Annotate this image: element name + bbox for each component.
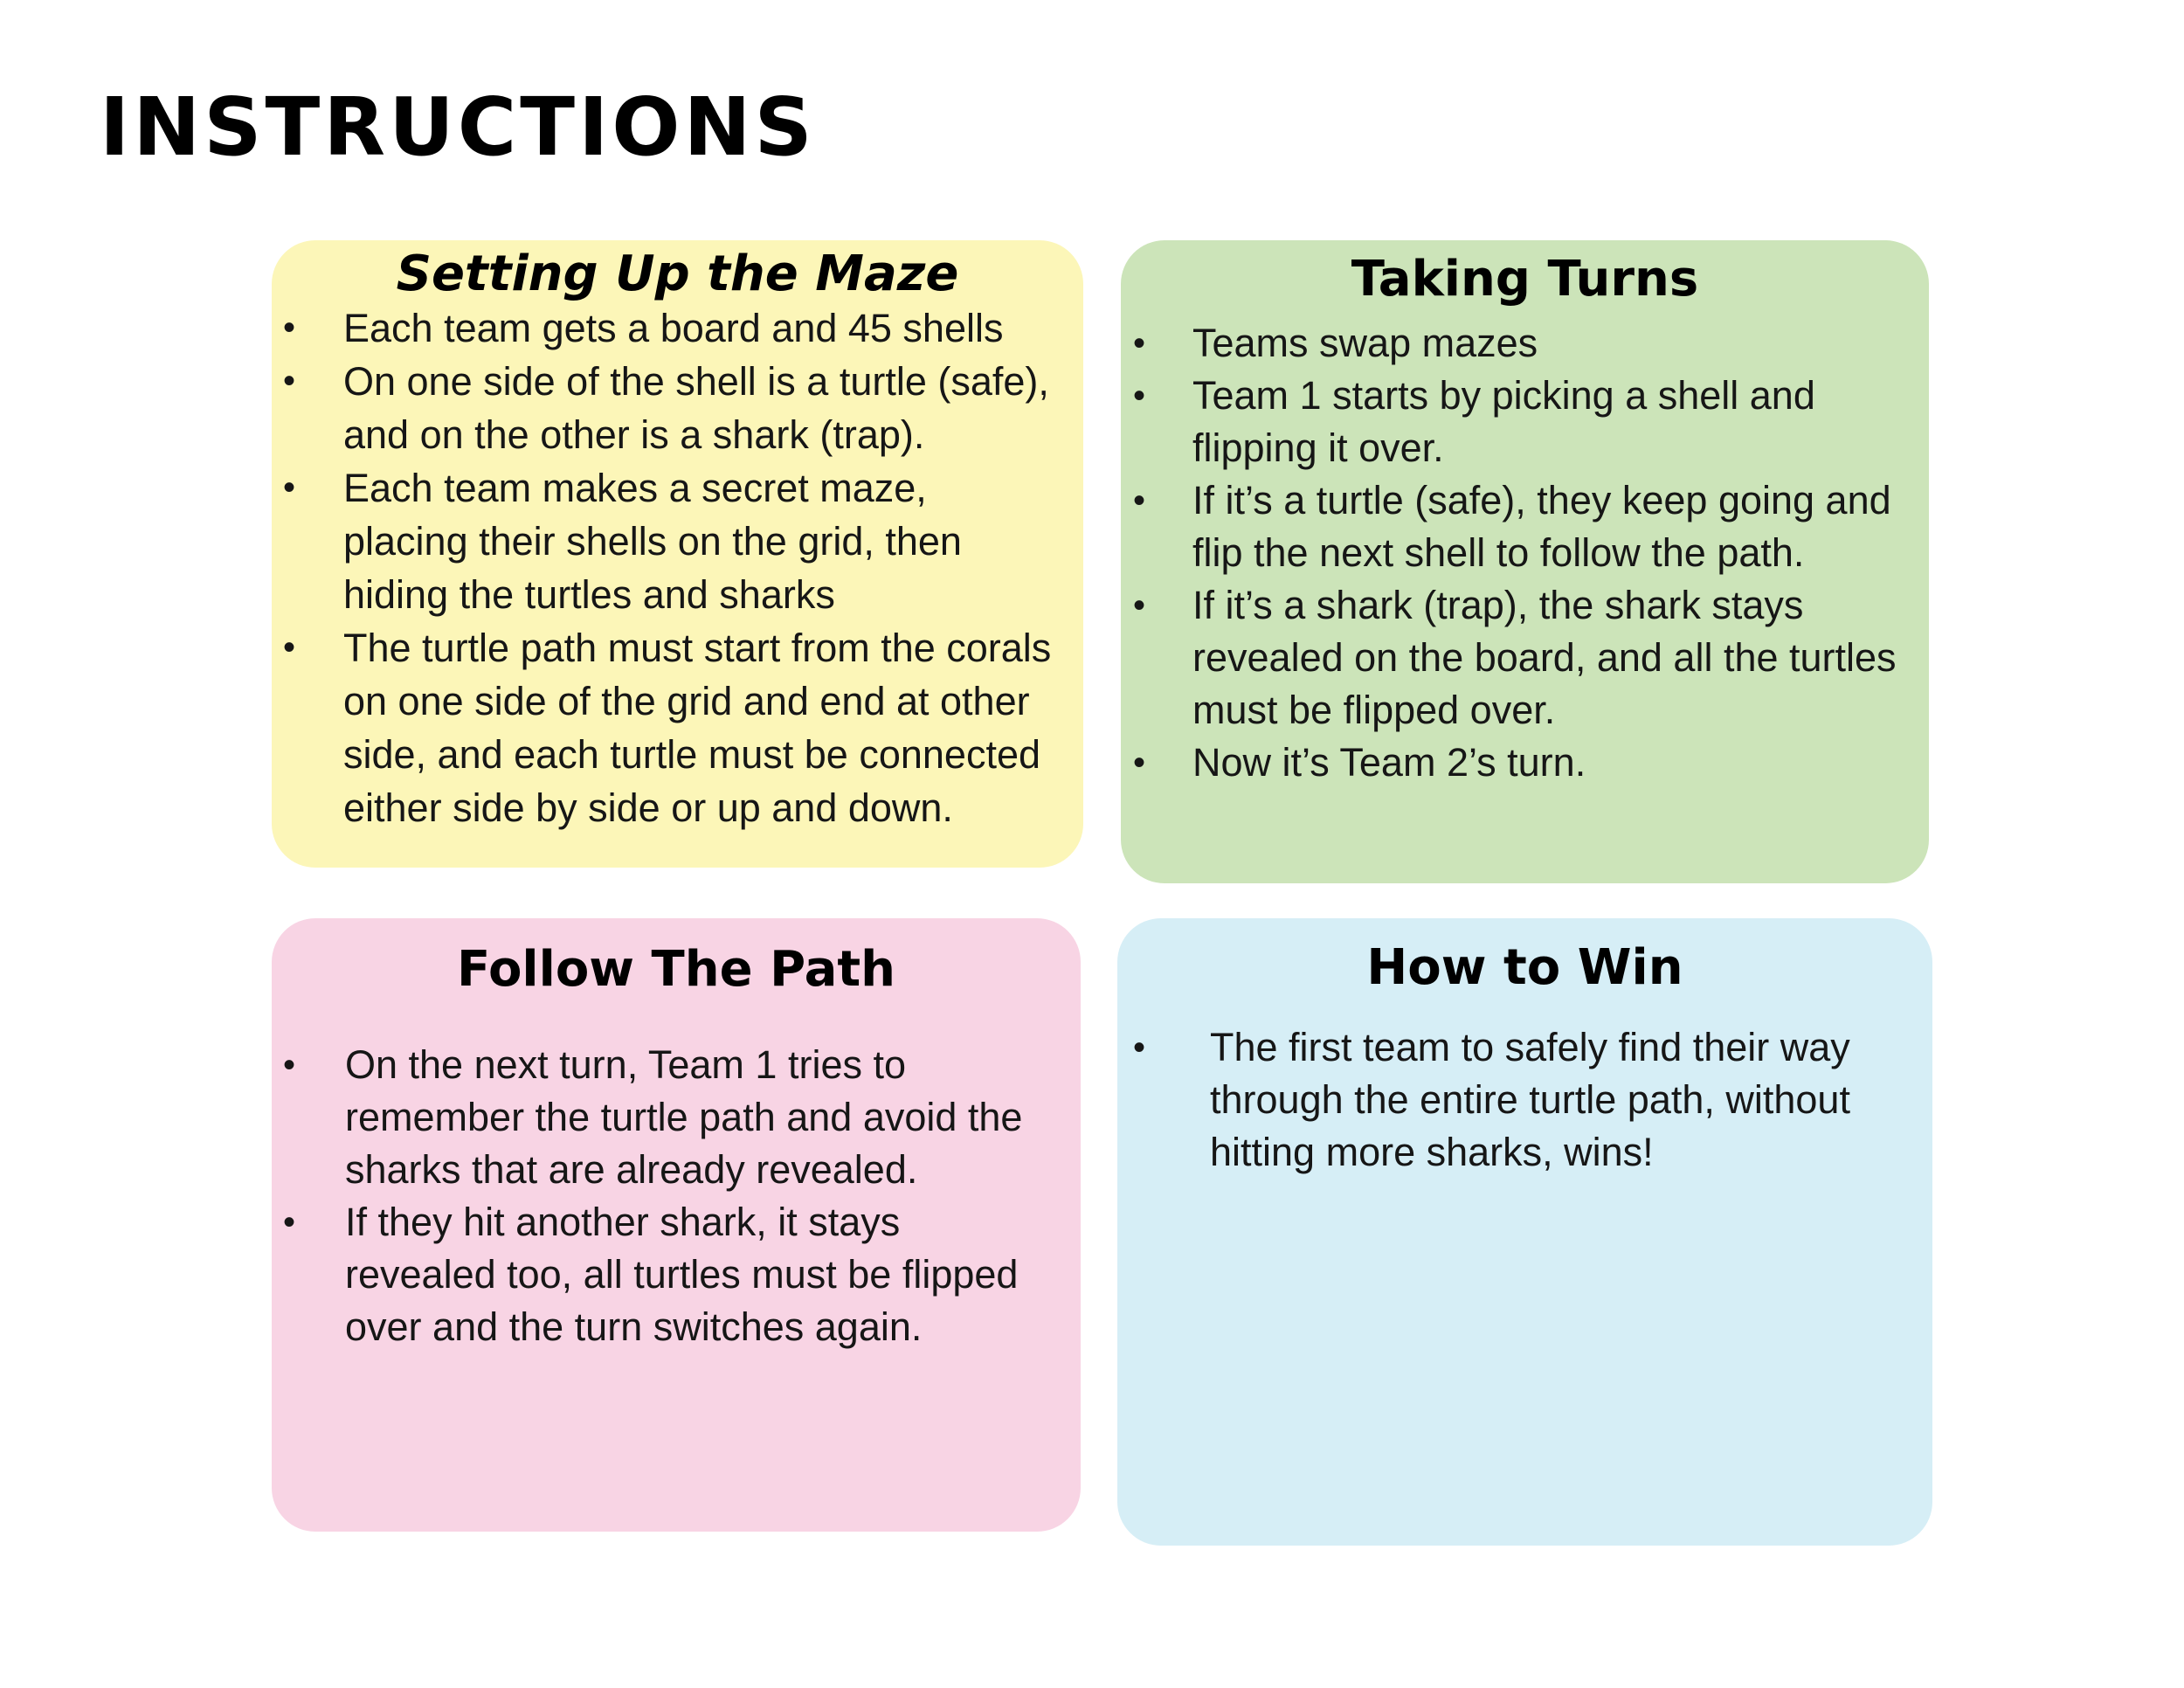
list-item: • On one side of the shell is a turtle (safe), and on the other is a shark (trap). (272, 355, 1083, 461)
list-item: • Each team makes a secret maze, placing their shells on the grid, then hiding the turtles and sharks (272, 461, 1083, 621)
path-bullet-list (272, 1039, 1081, 1353)
bullet-icon: • (283, 361, 296, 400)
bullet-icon: • (1133, 376, 1146, 415)
turns-bullet-list (1121, 317, 1929, 789)
bullet-icon: • (1133, 585, 1146, 625)
list-item: • If it’s a turtle (safe), they keep going and flip the next shell to follow the path. (1121, 474, 1929, 579)
list-item: • Teams swap mazes (1121, 317, 1929, 370)
turns-card-title: Taking Turns (1351, 251, 1699, 308)
win-card (1117, 918, 1932, 1546)
path-card (272, 918, 1081, 1532)
bullet-icon: • (283, 1045, 296, 1084)
page-title: INSTRUCTIONS (100, 80, 816, 174)
bullet-icon: • (1133, 481, 1146, 520)
list-item: • On the next turn, Team 1 tries to remember the turtle path and avoid the sharks that are already revealed. (272, 1039, 1081, 1196)
turns-card (1121, 240, 1929, 883)
list-item: • If it’s a shark (trap), the shark stays revealed on the board, and all the turtles must be flipped over. (1121, 579, 1929, 737)
list-item: • Each team gets a board and 45 shells (272, 301, 1083, 355)
bullet-icon: • (283, 467, 296, 507)
bullet-icon: • (283, 1202, 296, 1242)
bullet-icon: • (1133, 743, 1146, 782)
list-item: • Now it’s Team 2’s turn. (1121, 737, 1929, 789)
setup-card (272, 240, 1083, 868)
bullet-icon: • (1133, 323, 1146, 363)
win-card-title: How to Win (1366, 939, 1683, 996)
list-item: • If they hit another shark, it stays revealed too, all turtles must be flipped over and the turn switches again. (272, 1196, 1081, 1353)
setup-bullet-list (272, 301, 1083, 834)
list-item: • Team 1 starts by picking a shell and flipping it over. (1121, 370, 1929, 474)
bullet-icon: • (283, 627, 296, 667)
path-card-title: Follow The Path (456, 941, 896, 998)
list-item: • The turtle path must start from the corals on one side of the grid and end at other side, and each turtle must be connected either side by side or up and down. (272, 621, 1083, 834)
setup-card-title: Setting Up the Maze (396, 246, 959, 302)
win-bullet-list (1117, 1021, 1932, 1179)
list-item: • The first team to safely find their way through the entire turtle path, without hitting more sharks, wins! (1117, 1021, 1932, 1179)
bullet-icon: • (1133, 1027, 1146, 1067)
bullet-icon: • (283, 308, 296, 347)
